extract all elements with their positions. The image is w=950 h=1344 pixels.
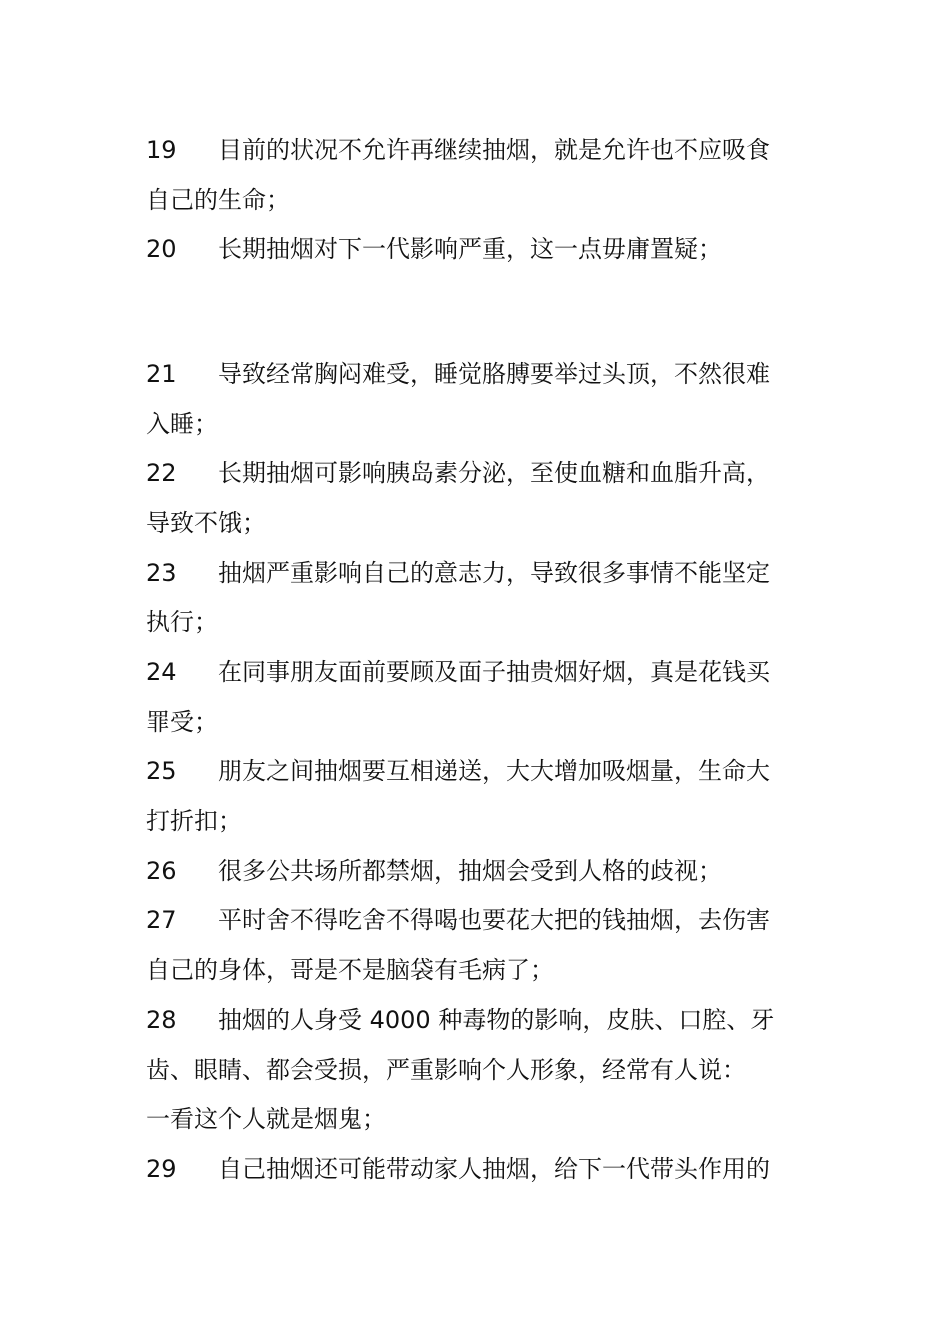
item-29-line-1 (146, 1149, 826, 1189)
item-text: 执行； (146, 608, 218, 636)
item-20-line-1 (146, 229, 826, 269)
item-text: 导致经常胸闷难受，睡觉胳膊要举过头顶，不然很难 (218, 360, 770, 388)
item-number: 28 (146, 1006, 177, 1034)
item-23-line-2 (146, 602, 826, 642)
item-24-line-2 (146, 702, 826, 742)
item-text: 一看这个人就是烟鬼； (146, 1105, 386, 1133)
item-21-line-1 (146, 354, 826, 394)
item-25-line-2 (146, 801, 826, 841)
item-number: 21 (146, 360, 177, 388)
item-text: 罪受； (146, 708, 218, 736)
item-text: 在同事朋友面前要顾及面子抽贵烟好烟，真是花钱买 (218, 658, 770, 686)
item-text: 入睡； (146, 410, 218, 438)
item-text: 自己的生命； (146, 186, 290, 214)
item-number: 19 (146, 136, 177, 164)
item-text: 打折扣； (146, 807, 242, 835)
item-number: 26 (146, 857, 177, 885)
item-number: 29 (146, 1155, 177, 1183)
item-25-line-1 (146, 751, 826, 791)
item-text: 长期抽烟可影响胰岛素分泌，至使血糖和血脂升高， (218, 459, 770, 487)
item-19-line-2 (146, 180, 826, 220)
item-26-line-1 (146, 851, 826, 891)
item-21-line-2 (146, 404, 826, 444)
item-number: 23 (146, 559, 177, 587)
item-text: 很多公共场所都禁烟，抽烟会受到人格的歧视； (218, 857, 722, 885)
item-24-line-1 (146, 652, 826, 692)
item-number: 20 (146, 235, 177, 263)
item-text: 导致不饿； (146, 509, 266, 537)
item-text: 齿、眼睛、都会受损，严重影响个人形象，经常有人说： (146, 1056, 746, 1084)
item-number: 24 (146, 658, 177, 686)
item-number: 25 (146, 757, 177, 785)
item-19-line-1 (146, 130, 826, 170)
item-text: 抽烟的人身受 4000 种毒物的影响，皮肤、口腔、牙 (218, 1006, 775, 1034)
item-27-line-1 (146, 900, 826, 940)
item-28-line-1 (146, 1000, 826, 1040)
item-text: 目前的状况不允许再继续抽烟，就是允许也不应吸食 (218, 136, 770, 164)
item-28-line-2 (146, 1050, 826, 1090)
item-text: 平时舍不得吃舍不得喝也要花大把的钱抽烟，去伤害 (218, 906, 770, 934)
item-22-line-1 (146, 453, 826, 493)
item-text: 朋友之间抽烟要互相递送，大大增加吸烟量，生命大 (218, 757, 770, 785)
item-number: 22 (146, 459, 177, 487)
item-23-line-1 (146, 553, 826, 593)
item-22-line-2 (146, 503, 826, 543)
item-text: 抽烟严重影响自己的意志力，导致很多事情不能坚定 (218, 559, 770, 587)
item-text: 长期抽烟对下一代影响严重，这一点毋庸置疑； (218, 235, 722, 263)
item-28-line-3 (146, 1099, 826, 1139)
item-number: 27 (146, 906, 177, 934)
item-27-line-2 (146, 950, 826, 990)
item-text: 自己的身体，哥是不是脑袋有毛病了； (146, 956, 554, 984)
item-text: 自己抽烟还可能带动家人抽烟，给下一代带头作用的 (218, 1155, 770, 1183)
